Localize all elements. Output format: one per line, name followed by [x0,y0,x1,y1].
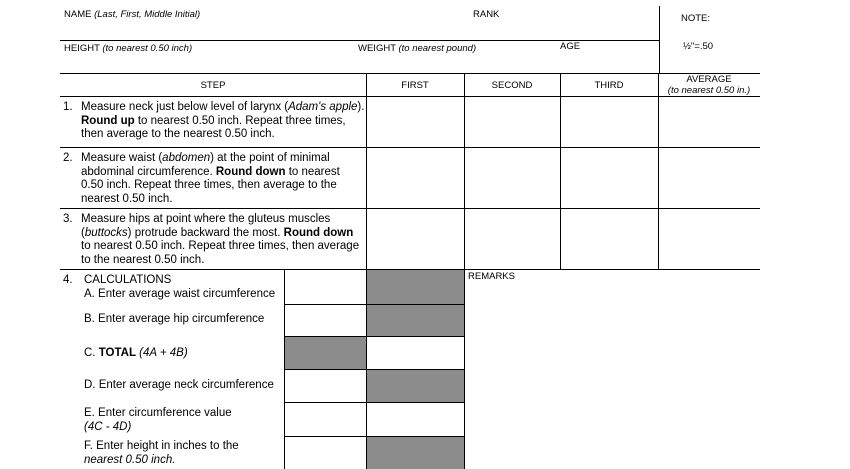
step-2-second-input[interactable] [466,149,558,207]
calc-a-label: A. Enter average waist circumference [84,288,276,300]
row-divider-2 [60,208,760,209]
calc-b-label: B. Enter average hip circumference [84,313,265,325]
name-label: NAME (Last, First, Middle Initial) [64,9,201,20]
age-field[interactable] [555,54,655,72]
step-3-average-input[interactable] [660,210,758,268]
step-3-second-input[interactable] [466,210,558,268]
calculations-title: CALCULATIONS [84,274,172,286]
calc-f-shaded-cell [367,437,464,469]
note-value: ½"=.50 [683,41,714,52]
calc-c-shaded-cell [285,337,366,369]
age-label: AGE [560,41,581,52]
note-label: NOTE: [681,13,711,24]
step-1-third-input[interactable] [562,98,656,146]
calc-d-shaded-cell [367,370,464,402]
height-field[interactable] [60,54,350,72]
col-header-third: THIRD [594,80,624,91]
calc-c-label: C. TOTAL (4A + 4B) [84,347,188,359]
col-header-second: SECOND [491,80,533,91]
calc-c-input[interactable] [368,338,463,368]
step-1-number: 1. [63,101,73,113]
step-2-average-input[interactable] [660,149,758,207]
remarks-field[interactable] [466,283,756,467]
step-2-number: 2. [63,152,73,164]
calc-a-shaded-cell [367,270,464,304]
calc-d-input[interactable] [286,371,365,401]
step-1-average-input[interactable] [660,98,758,146]
height-label: HEIGHT (to nearest 0.50 inch) [64,43,193,54]
calculations-number: 4. [63,274,73,286]
weight-label: WEIGHT (to nearest pound) [358,43,477,54]
step-2-text: Measure waist (abdomen) at the point of minimal abdominal circumference. Round down to nearest 0.50 inch. Repeat three times, then average to the nearest 0.50 inch. [81,152,340,205]
step-1-text: Measure neck just below level of larynx (Adam's apple). Round up to nearest 0.50 inch. Repeat three times, then average to the nearest 0.50 inch. [81,101,365,140]
calc-e-input[interactable] [368,404,463,435]
calc-b-input[interactable] [286,306,365,335]
step-3-first-input[interactable] [368,210,462,268]
step-1-first-input[interactable] [368,98,462,146]
remarks-label: REMARKS [468,271,515,282]
step-1-second-input[interactable] [466,98,558,146]
step-2-first-input[interactable] [368,149,462,207]
col-divider-first [366,73,367,269]
step-3-third-input[interactable] [562,210,656,268]
col-divider-average [658,73,659,269]
note-box-border [659,6,660,73]
col-header-average: AVERAGE (to nearest 0.50 in.) [667,74,751,96]
calc-f-input[interactable] [286,438,365,468]
calc-b-shaded-cell [367,305,464,336]
rank-label: RANK [473,9,500,20]
col-header-step: STEP [200,80,226,91]
column-header-divider [60,96,760,97]
table-top-border [60,73,760,74]
row-divider-1 [60,147,760,148]
calc-row-line-d [284,402,464,403]
calc-d-label: D. Enter average neck circumference [84,379,274,391]
col-header-first: FIRST [401,80,429,91]
col-divider-second [464,73,465,469]
step-2-third-input[interactable] [562,149,656,207]
calc-f-label: F. Enter height in inches to the nearest 0.50 inch. [84,440,239,466]
step-3-text: Measure hips at point where the gluteus muscles (buttocks) protrude backward the most. Round down to nearest 0.50 inch. Repeat three times, then average to the nearest 0.50 inch. [81,213,360,266]
calc-e-label: E. Enter circumference value (4C - 4D) [84,407,232,433]
name-field[interactable] [60,20,658,40]
calc-a-input[interactable] [286,271,365,303]
step-3-number: 3. [63,213,73,225]
weight-field[interactable] [355,54,550,72]
col-divider-third [560,73,561,269]
